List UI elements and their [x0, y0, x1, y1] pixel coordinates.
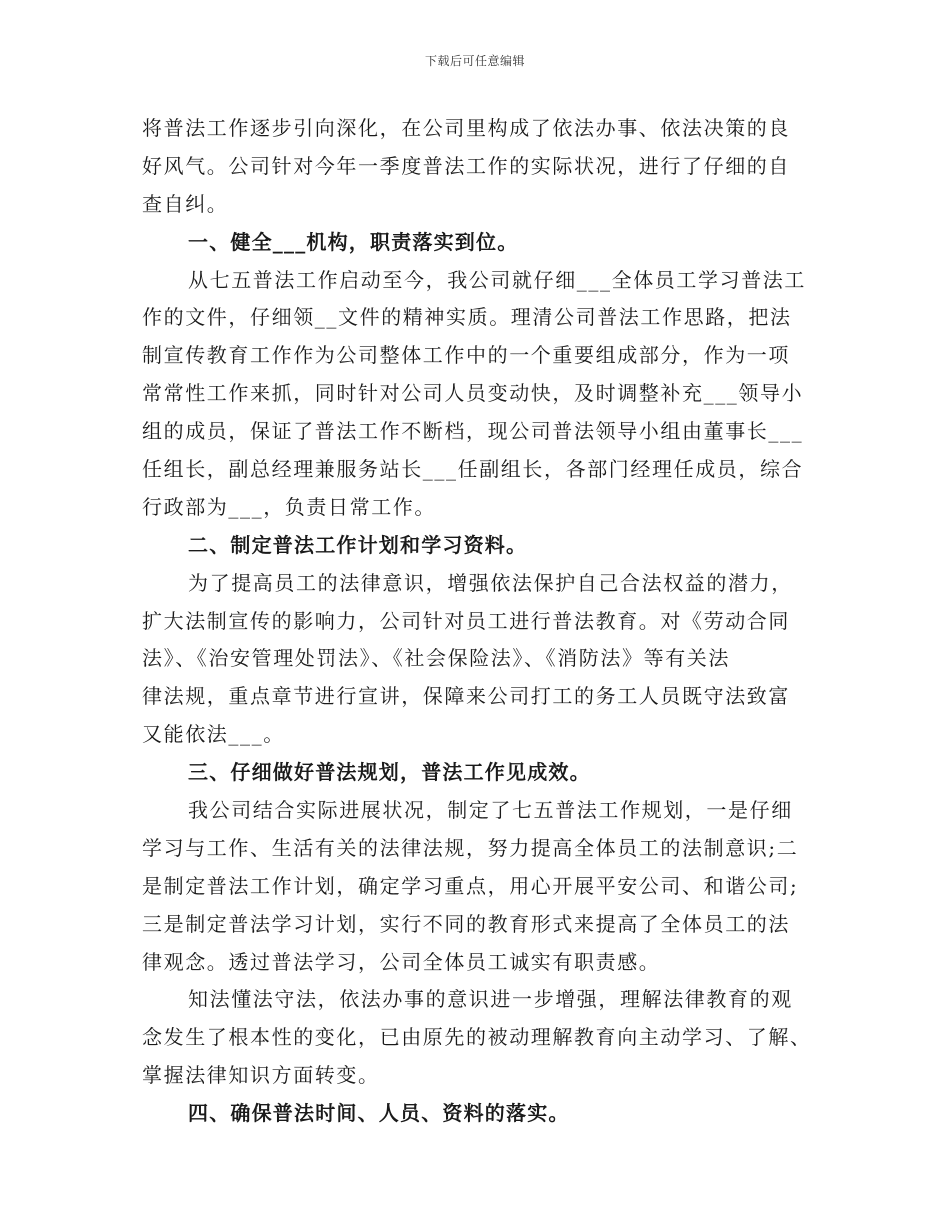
paragraph-line: 查自纠。	[142, 191, 229, 216]
paragraph-line: 知法懂法守法，依法办事的意识进一步增强，理解法律教育的观	[188, 987, 793, 1012]
paragraph-line: 法》、《治安管理处罚法》、《社会保险法》、《消防法》等有关法	[142, 646, 730, 671]
section-heading: 一、健全___机构，职责落实到位。	[188, 229, 519, 254]
paragraph-line: 从七五普法工作启动至今，我公司就仔细___全体员工学习普法工	[188, 267, 806, 292]
paragraph-line: 将普法工作逐步引向深化，在公司里构成了依法办事、依法决策的良	[142, 116, 790, 140]
paragraph-line: 扩大法制宣传的影响力，公司针对员工进行普法教育。对《劳动合同	[142, 608, 790, 633]
paragraph-line: 组的成员，保证了普法工作不断档，现公司普法领导小组由董事长___	[142, 419, 804, 444]
paragraph-line: 是制定普法工作计划，确定学习重点，用心开展平安公司、和谐公司;	[142, 873, 799, 898]
paragraph-line: 作的文件，仔细领__文件的精神实质。理清公司普法工作思路，把法	[142, 305, 792, 330]
paragraph-line: 学习与工作、生活有关的法律法规，努力提高全体员工的法制意识;二	[142, 835, 799, 860]
paragraph-line: 常常性工作来抓，同时针对公司人员变动快，及时调整补充___领导小	[142, 381, 804, 406]
paragraph-line: 为了提高员工的法律意识，增强依法保护自己合法权益的潜力，	[188, 570, 793, 595]
document-body	[142, 110, 812, 1133]
paragraph-line: 律观念。透过普法学习，公司全体员工诚实有职责感。	[142, 949, 661, 974]
paragraph-line: 制宣传教育工作作为公司整体工作中的一个重要组成部分，作为一项	[142, 343, 790, 368]
paragraph-line: 任组长，副总经理兼服务站长___任副组长，各部门经理任成员，综合	[142, 457, 804, 482]
paragraph-line: 三是制定普法学习计划，实行不同的教育形式来提高了全体员工的法	[142, 911, 790, 936]
paragraph-line: 行政部为___，负责日常工作。	[142, 494, 436, 519]
paragraph-line: 掌握法律知识方面转变。	[142, 1063, 380, 1088]
paragraph-line: 律法规，重点章节进行宣讲，保障来公司打工的务工人员既守法致富	[142, 684, 790, 709]
page-header: 下载后可任意编辑	[424, 54, 525, 68]
paragraph-line: 又能依法___。	[142, 722, 285, 747]
paragraph-line: 念发生了根本性的变化，已由原先的被动理解教育向主动学习、了解、	[142, 1025, 812, 1050]
section-heading: 二、制定普法工作计划和学习资料。	[188, 532, 528, 557]
section-heading: 四、确保普法时间、人员、资料的落实。	[188, 1101, 570, 1126]
paragraph-line: 我公司结合实际进展状况，制定了七五普法工作规划，一是仔细	[188, 798, 793, 823]
section-heading: 三、仔细做好普法规划，普法工作见成效。	[188, 760, 591, 785]
paragraph-line: 好风气。公司针对今年一季度普法工作的实际状况，进行了仔细的自	[142, 153, 790, 178]
